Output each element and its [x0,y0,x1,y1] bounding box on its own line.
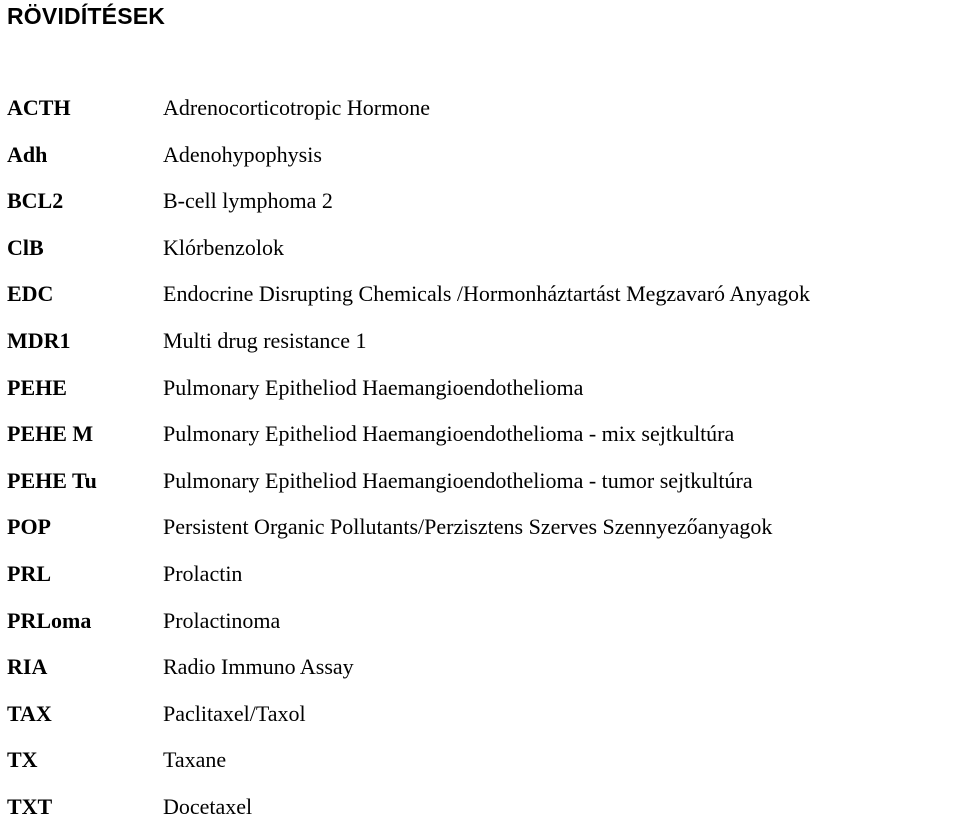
abbreviation-term: EDC [7,281,54,307]
abbreviation-list [0,88,960,834]
abbreviation-row [0,694,960,741]
abbreviation-definition: Endocrine Disrupting Chemicals /Hormonháztartást Megzavaró Anyagok [163,281,810,307]
abbreviation-definition: Adrenocorticotropic Hormone [163,95,430,120]
abbreviation-definition: Docetaxel [163,793,253,819]
abbreviation-row [0,740,960,787]
abbreviation-definition: Pulmonary Epitheliod Haemangioendothelioma - tumor sejtkultúra [163,467,753,493]
abbreviation-term: PRL [7,560,51,586]
abbreviation-term: Adh [7,141,48,167]
abbreviation-row [0,554,960,601]
abbreviation-term: PRLoma [7,607,92,633]
abbreviation-row [0,135,960,182]
abbreviation-row [0,228,960,275]
abbreviation-row [0,181,960,228]
abbreviation-definition: Persistent Organic Pollutants/Perzisztens Szerves Szennyezőanyagok [163,514,773,540]
abbreviation-term: BCL2 [7,188,64,214]
abbreviation-row [0,507,960,554]
abbreviation-row [0,601,960,648]
page-heading: RÖVIDÍTÉSEK [7,3,166,29]
abbreviation-definition: Prolactin [163,560,243,586]
abbreviation-term: TAX [7,700,52,726]
abbreviation-row [0,321,960,368]
abbreviation-definition: Pulmonary Epitheliod Haemangioendothelioma - mix sejtkultúra [163,421,735,447]
abbreviation-row [0,461,960,508]
abbreviation-term: ACTH [7,95,71,120]
abbreviation-definition: Pulmonary Epitheliod Haemangioendothelioma [163,374,584,400]
abbreviation-term: ClB [7,234,44,260]
abbreviation-definition: Prolactinoma [163,607,281,633]
abbreviation-definition: Paclitaxel/Taxol [163,700,306,726]
abbreviation-row [0,88,960,135]
abbreviation-definition: B-cell lymphoma 2 [163,188,333,214]
abbreviation-term: PEHE M [7,421,94,447]
abbreviation-term: TX [7,747,38,773]
abbreviation-row [0,647,960,694]
abbreviation-term: PEHE [7,374,67,400]
abbreviation-term: POP [7,514,51,540]
abbreviation-term: PEHE Tu [7,467,97,493]
abbreviation-term: TXT [7,793,53,819]
abbreviation-row [0,368,960,415]
abbreviation-row [0,787,960,834]
abbreviation-row [0,414,960,461]
abbreviation-term: RIA [7,654,48,680]
abbreviation-definition: Radio Immuno Assay [163,654,354,680]
abbreviation-definition: Adenohypophysis [163,141,322,167]
abbreviation-term: MDR1 [7,327,71,353]
abbreviation-definition: Multi drug resistance 1 [163,327,367,353]
abbreviation-row [0,274,960,321]
abbreviation-definition: Klórbenzolok [163,234,284,260]
abbreviation-definition: Taxane [163,747,227,773]
